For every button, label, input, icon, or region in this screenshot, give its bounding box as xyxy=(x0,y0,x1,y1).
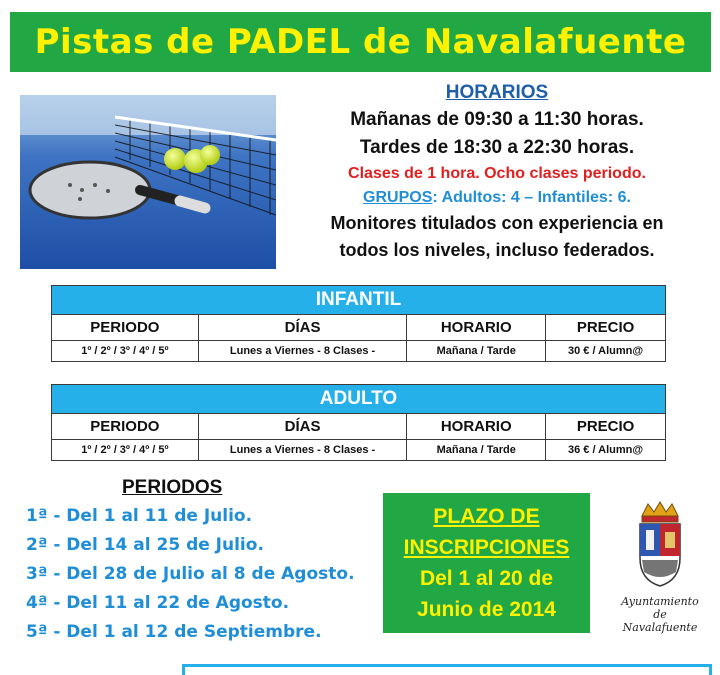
infantil-title: INFANTIL xyxy=(52,286,666,315)
groups-info xyxy=(290,186,704,210)
deadline-line-1: PLAZO DE xyxy=(433,505,540,528)
crest-line-2: de xyxy=(653,608,667,621)
column-header: DÍAS xyxy=(198,414,407,440)
crest-line-1: Ayuntamiento xyxy=(621,595,699,608)
groups-label: GRUPOS xyxy=(363,189,433,206)
adulto-table xyxy=(51,384,666,461)
groups-text: : Adultos: 4 – Infantiles: 6. xyxy=(432,189,631,206)
table-cell: 36 € / Alumn@ xyxy=(546,440,666,461)
page-title: Pistas de PADEL de Navalafuente xyxy=(10,12,711,72)
monitors-line-2: todos los niveles, incluso federados. xyxy=(339,240,655,260)
column-header: HORARIO xyxy=(407,315,546,341)
classes-info: Clases de 1 hora. Ocho clases periodo. xyxy=(348,165,646,182)
table-cell: Lunes a Viernes - 8 Clases - xyxy=(198,440,407,461)
table-cell: 1º / 2º / 3º / 4º / 5º xyxy=(52,440,199,461)
bottom-frame xyxy=(182,664,712,675)
table-row xyxy=(52,341,666,362)
table-cell: Mañana / Tarde xyxy=(407,341,546,362)
table-row xyxy=(52,440,666,461)
town-hall-logo xyxy=(610,500,710,640)
registration-deadline-box xyxy=(383,493,590,633)
column-header: PERIODO xyxy=(52,414,199,440)
column-header: PRECIO xyxy=(546,315,666,341)
column-header: PERIODO xyxy=(52,315,199,341)
coat-of-arms-icon xyxy=(632,500,688,590)
schedule-heading: HORARIOS xyxy=(445,82,549,103)
periods-heading: PERIODOS xyxy=(122,477,223,498)
infantil-table xyxy=(51,285,666,362)
column-header: DÍAS xyxy=(198,315,407,341)
crest-line-3: Navalafuente xyxy=(622,621,698,634)
schedule-evening: Tardes de 18:30 a 22:30 horas. xyxy=(359,137,635,158)
column-header: HORARIO xyxy=(407,414,546,440)
list-item: 5ª - Del 1 al 12 de Septiembre. xyxy=(26,622,322,642)
deadline-line-4: Junio de 2014 xyxy=(417,598,556,621)
list-item: 2ª - Del 14 al 25 de Julio. xyxy=(26,535,264,555)
deadline-line-3: Del 1 al 20 de xyxy=(419,567,554,590)
list-item: 1ª - Del 1 al 11 de Julio. xyxy=(26,506,253,526)
list-item: 4ª - Del 11 al 22 de Agosto. xyxy=(26,593,290,613)
schedule-section xyxy=(290,80,704,264)
column-header: PRECIO xyxy=(546,414,666,440)
schedule-morning: Mañanas de 09:30 a 11:30 horas. xyxy=(350,109,644,130)
table-cell: 1º / 2º / 3º / 4º / 5º xyxy=(52,341,199,362)
table-cell: Lunes a Viernes - 8 Clases - xyxy=(198,341,407,362)
padel-court-photo xyxy=(20,95,276,269)
monitors-line-1: Monitores titulados con experiencia en xyxy=(330,213,664,233)
adulto-title: ADULTO xyxy=(52,385,666,414)
table-cell: 30 € / Alumn@ xyxy=(546,341,666,362)
deadline-line-2: INSCRIPCIONES xyxy=(403,536,570,559)
table-cell: Mañana / Tarde xyxy=(407,440,546,461)
periods-section xyxy=(26,474,376,647)
list-item: 3ª - Del 28 de Julio al 8 de Agosto. xyxy=(26,564,355,584)
